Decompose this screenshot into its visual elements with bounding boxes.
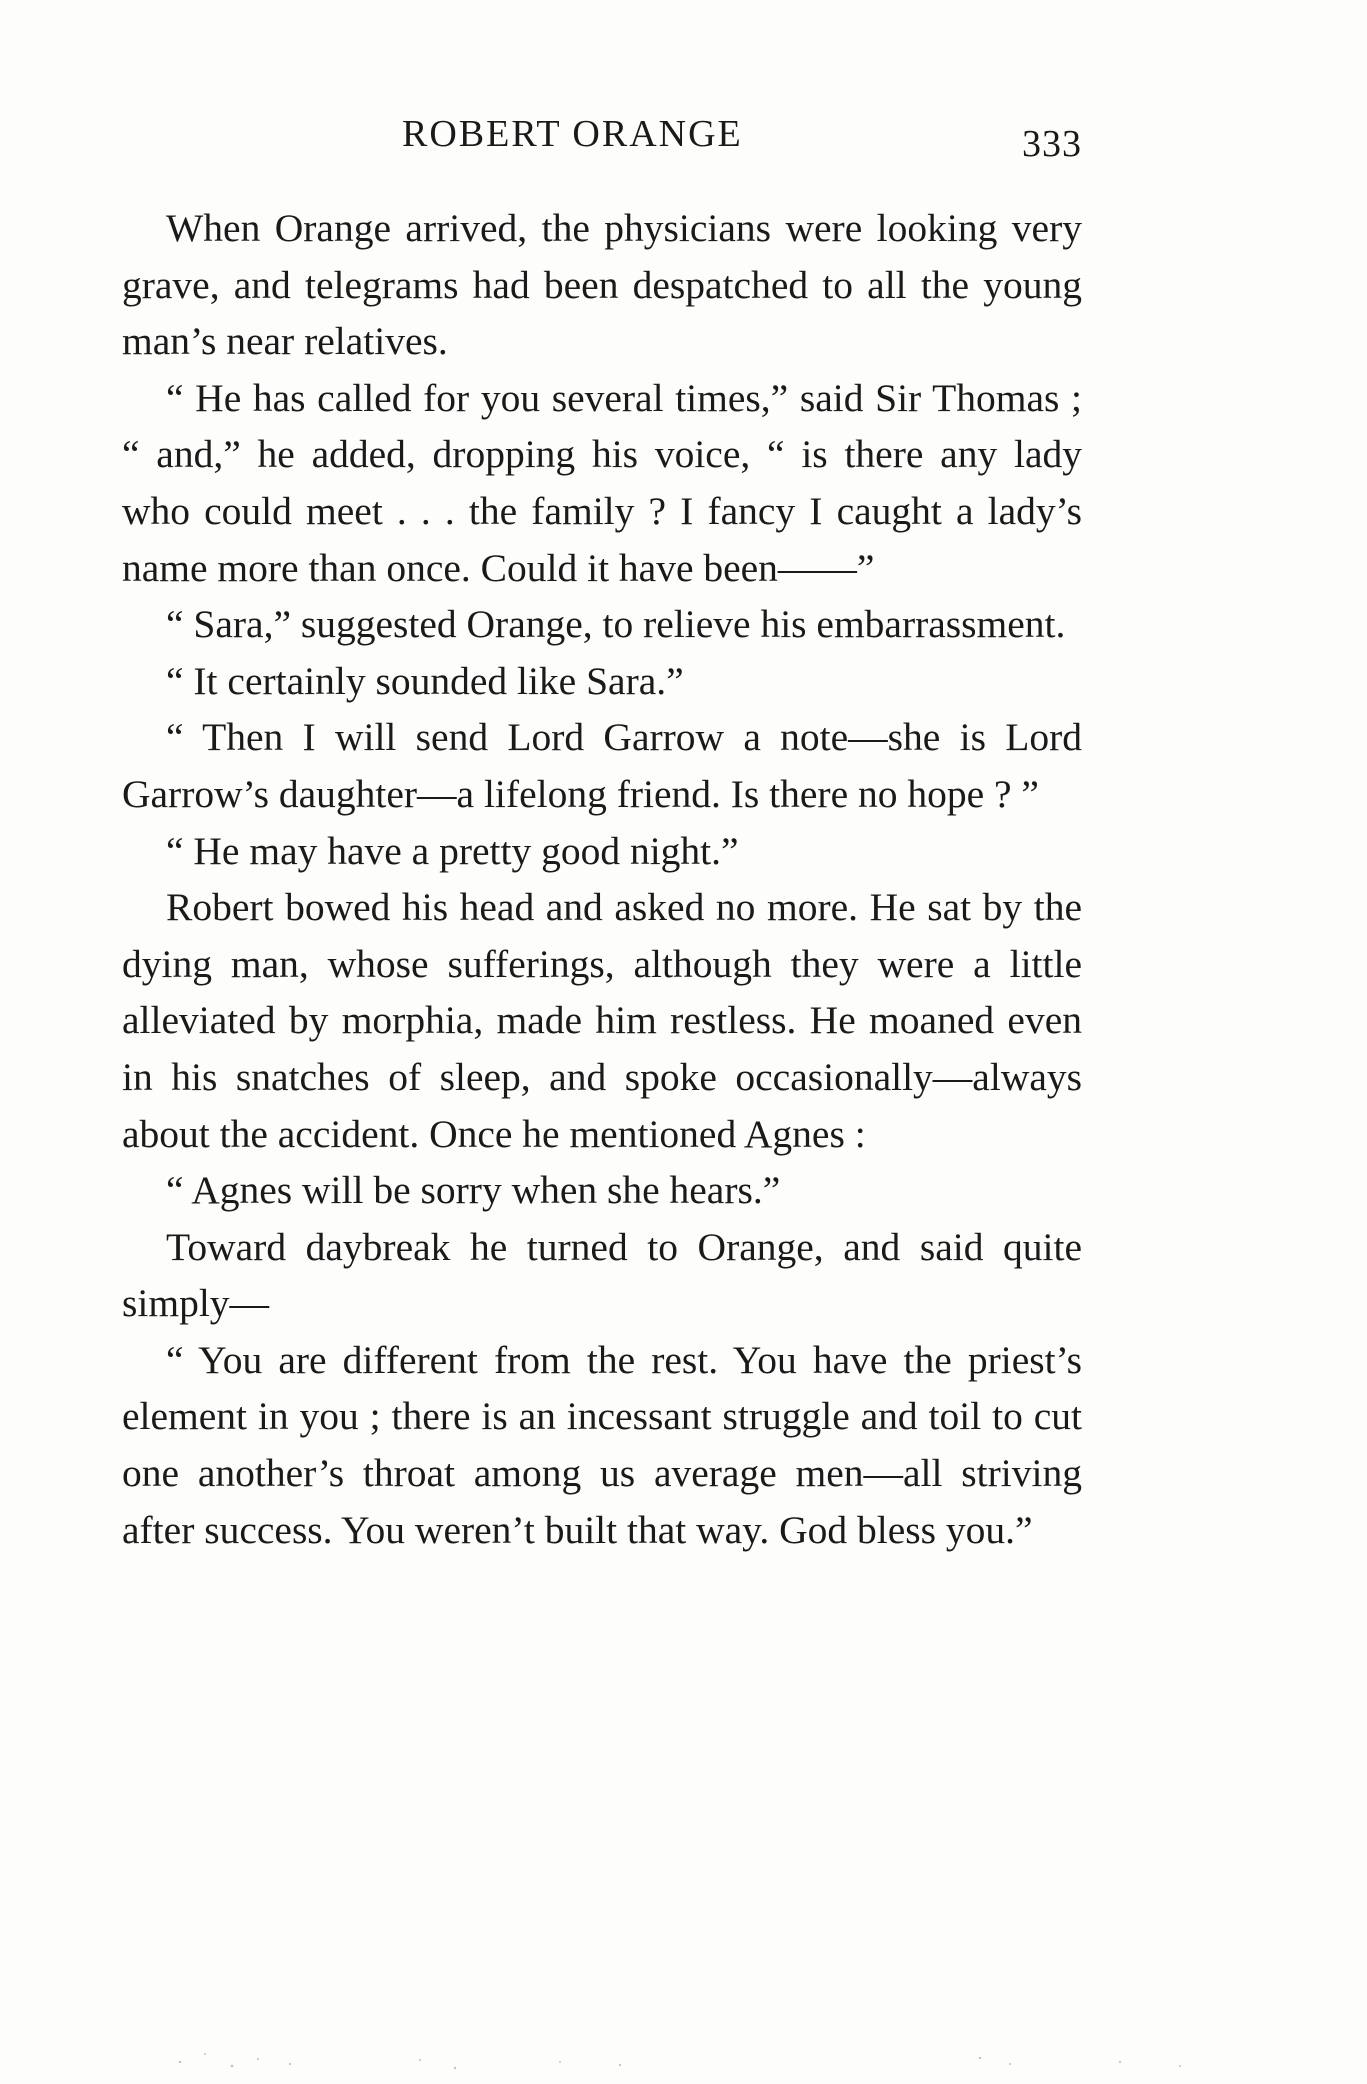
paragraph: “ He has called for you several times,” said Sir Thomas ; “ and,” he added, dropping his voice, “ is there any lady who could meet . . . the family ? I fancy I caught a lady’s name more than once. Could it have been——” xyxy=(122,375,1082,590)
paper-specks xyxy=(0,2024,1367,2084)
paragraph: When Orange arrived, the physicians were looking very grave, and telegrams had been despatched to all the young man’s near relatives. xyxy=(122,206,1082,364)
paragraph: “ You are different from the rest. You have the priest’s element in you ; there is an incessant struggle and toil to cut one another’s throat among us average men—all striving after success. You weren’t built that way. God bless you.” xyxy=(122,1337,1082,1552)
paragraph: Toward daybreak he turned to Orange, and said quite simply— xyxy=(122,1224,1082,1326)
page-number: 333 xyxy=(1022,123,1082,165)
paragraph: “ It certainly sounded like Sara.” xyxy=(166,658,684,703)
paragraph: “ Then I will send Lord Garrow a note—she is Lord Garrow’s daughter—a lifelong friend. Is there no hope ? ” xyxy=(122,715,1082,816)
paragraph: “ Agnes will be sorry when she hears.” xyxy=(166,1168,781,1213)
running-head xyxy=(122,112,1082,165)
body-text xyxy=(122,200,1082,1558)
paragraph: “ He may have a pretty good night.” xyxy=(166,828,739,873)
paragraph: “ Sara,” suggested Orange, to relieve his embarrassment. xyxy=(166,602,1066,647)
running-title: ROBERT ORANGE xyxy=(402,113,743,155)
paragraph: Robert bowed his head and asked no more. He sat by the dying man, whose sufferings, although they were a little alleviated by morphia, made him restless. He moaned even in his snatches of sleep, and spoke occasionally—always about the accident. Once he mentioned Agnes : xyxy=(122,885,1082,1156)
